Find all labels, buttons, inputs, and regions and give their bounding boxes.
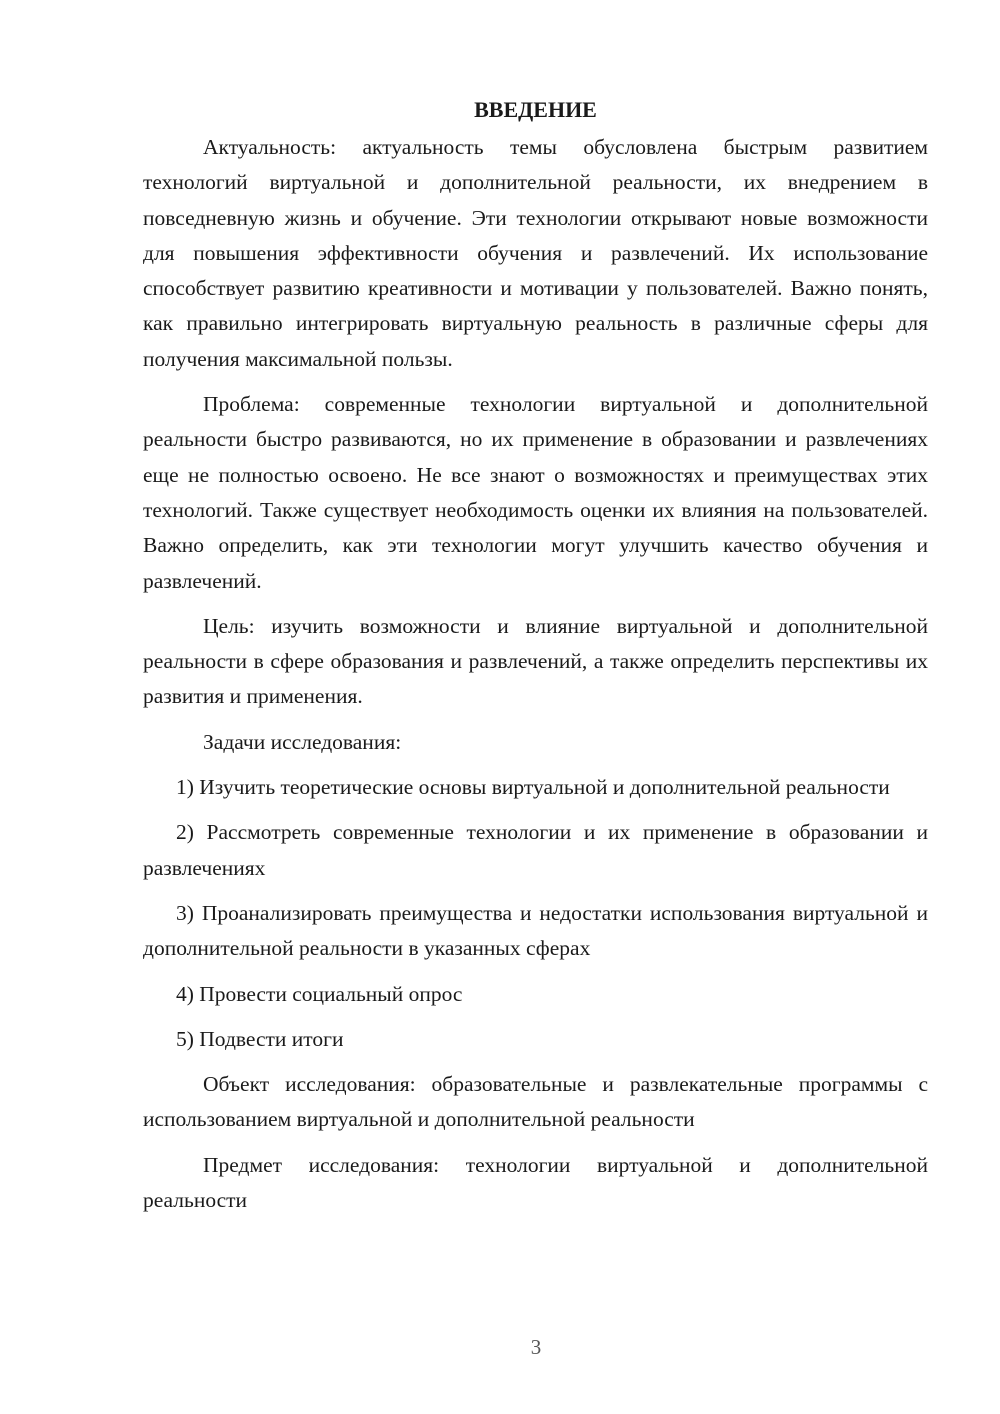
- paragraph-relevance: Актуальность: актуальность темы обусловлена быстрым развитием технологий виртуальной и дополнительной реальности, их внедрением в повседневную жизнь и обучение. Эти технологии открывают новые возможности для повышения эффективности обучения и развлечений. Их использование способствует развитию креативности и мотивации у пользователей. Важно понять, как правильно интегрировать виртуальную реальность в различные сферы для получения максимальной пользы.: [143, 135, 928, 371]
- task-item-3: 3) Проанализировать преимущества и недостатки использования виртуальной и дополнительной реальности в указанных сферах: [143, 900, 928, 961]
- paragraph-goal: Цель: изучить возможности и влияние виртуальной и дополнительной реальности в сфере образования и развлечений, а также определить перспективы их развития и применения.: [143, 613, 928, 709]
- paragraph-problem: Проблема: современные технологии виртуальной и дополнительной реальности быстро развиваются, но их применение в образовании и развлечениях еще не полностью освоено. Не все знают о возможностях и преимуществах этих технологий. Также существует необходимость оценки их влияния на пользователей. Важно определить, как эти технологии могут улучшить качество обучения и развлечений.: [143, 392, 928, 593]
- paragraph-subject: Предмет исследования: технологии виртуальной и дополнительной реальности: [143, 1152, 928, 1213]
- paragraph-tasks-heading: Задачи исследования:: [203, 729, 402, 754]
- task-item-1: 1) Изучить теоретические основы виртуальной и дополнительной реальности: [176, 775, 890, 800]
- task-item-5: 5) Подвести итоги: [176, 1026, 344, 1051]
- page-number: 3: [530, 1335, 542, 1359]
- paragraph-object: Объект исследования: образовательные и развлекательные программы с использованием виртуальной и дополнительной реальности: [143, 1072, 928, 1132]
- task-item-2: 2) Рассмотреть современные технологии и их применение в образовании и развлечениях: [143, 820, 928, 880]
- document-page: [143, 92, 928, 1228]
- section-title: ВВЕДЕНИЕ: [474, 97, 597, 122]
- task-item-4: 4) Провести социальный опрос: [176, 981, 463, 1006]
